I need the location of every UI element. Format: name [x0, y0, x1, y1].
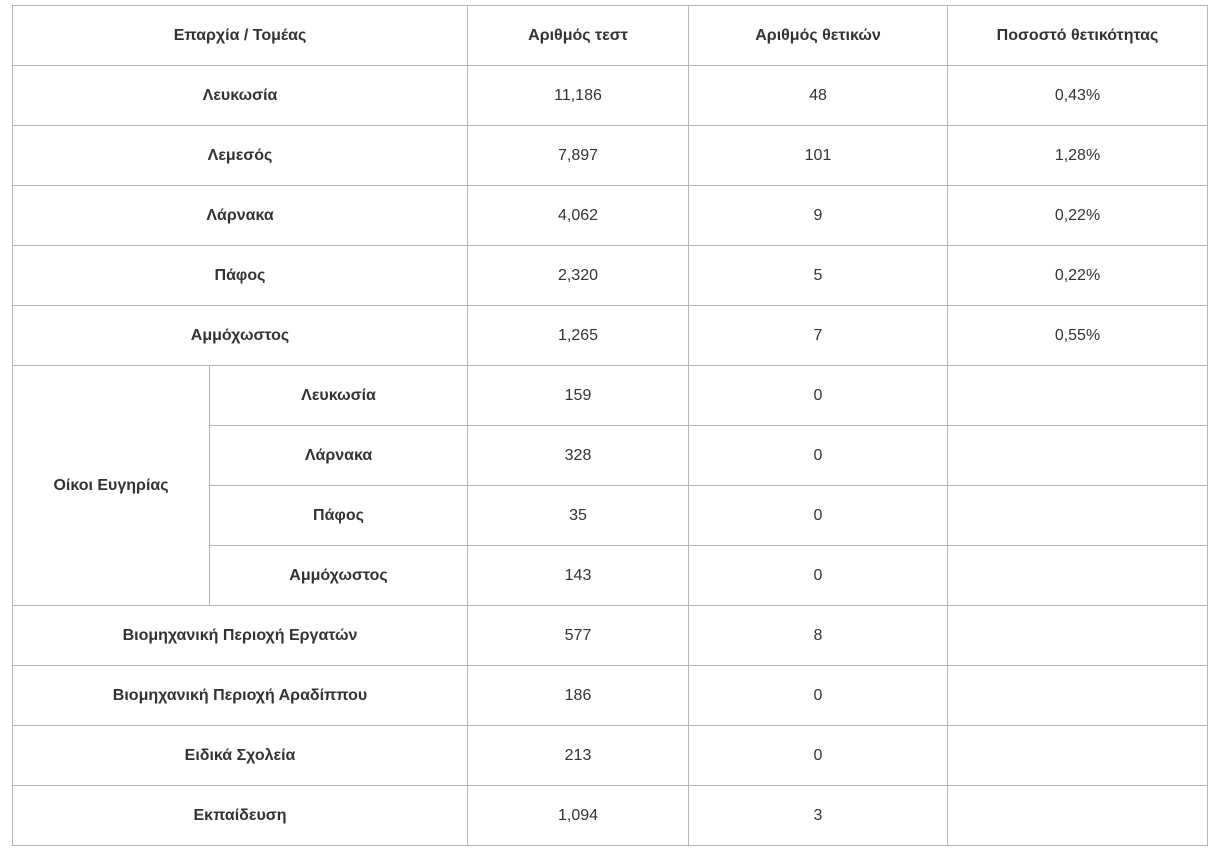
table-row	[13, 606, 1208, 666]
row-name: Πάφος	[13, 246, 468, 306]
table-row	[13, 786, 1208, 846]
row-tests: 35	[468, 486, 689, 546]
row-rate	[948, 726, 1208, 786]
row-tests: 186	[468, 666, 689, 726]
row-positives: 5	[689, 246, 948, 306]
row-tests: 7,897	[468, 126, 689, 186]
row-tests: 213	[468, 726, 689, 786]
row-rate	[948, 606, 1208, 666]
row-rate	[948, 786, 1208, 846]
table-row	[13, 66, 1208, 126]
row-tests: 577	[468, 606, 689, 666]
row-tests: 143	[468, 546, 689, 606]
table-row	[13, 306, 1208, 366]
row-rate: 0,43%	[948, 66, 1208, 126]
row-positives: 0	[689, 726, 948, 786]
row-name: Βιομηχανική Περιοχή Εργατών	[13, 606, 468, 666]
row-tests: 11,186	[468, 66, 689, 126]
row-tests: 1,265	[468, 306, 689, 366]
row-name: Λευκωσία	[13, 66, 468, 126]
row-positives: 9	[689, 186, 948, 246]
row-rate	[948, 426, 1208, 486]
row-positives: 0	[689, 426, 948, 486]
row-tests: 1,094	[468, 786, 689, 846]
row-name: Εκπαίδευση	[13, 786, 468, 846]
row-positives: 101	[689, 126, 948, 186]
row-rate: 1,28%	[948, 126, 1208, 186]
table-row	[13, 666, 1208, 726]
row-positives: 48	[689, 66, 948, 126]
table-row	[13, 366, 1208, 426]
table-row	[13, 726, 1208, 786]
header-positives: Αριθμός θετικών	[689, 6, 948, 66]
test-results-table	[12, 5, 1208, 846]
row-positives: 0	[689, 546, 948, 606]
row-positives: 8	[689, 606, 948, 666]
row-positives: 7	[689, 306, 948, 366]
row-name: Βιομηχανική Περιοχή Αραδίππου	[13, 666, 468, 726]
header-row	[13, 6, 1208, 66]
row-tests: 328	[468, 426, 689, 486]
row-name: Αμμόχωστος	[13, 306, 468, 366]
row-name: Λευκωσία	[210, 366, 468, 426]
row-rate	[948, 366, 1208, 426]
row-tests: 4,062	[468, 186, 689, 246]
row-name: Πάφος	[210, 486, 468, 546]
table-row	[13, 126, 1208, 186]
row-rate	[948, 666, 1208, 726]
row-name: Λάρνακα	[13, 186, 468, 246]
row-rate	[948, 486, 1208, 546]
table-row	[13, 186, 1208, 246]
row-name: Ειδικά Σχολεία	[13, 726, 468, 786]
header-tests: Αριθμός τεστ	[468, 6, 689, 66]
row-positives: 0	[689, 666, 948, 726]
row-rate: 0,22%	[948, 246, 1208, 306]
row-rate: 0,22%	[948, 186, 1208, 246]
row-rate	[948, 546, 1208, 606]
row-name: Αμμόχωστος	[210, 546, 468, 606]
row-positives: 0	[689, 486, 948, 546]
row-positives: 3	[689, 786, 948, 846]
table-row	[13, 246, 1208, 306]
header-region: Επαρχία / Τομέας	[13, 6, 468, 66]
row-name: Λεμεσός	[13, 126, 468, 186]
row-tests: 159	[468, 366, 689, 426]
header-rate: Ποσοστό θετικότητας	[948, 6, 1208, 66]
row-positives: 0	[689, 366, 948, 426]
row-name: Λάρνακα	[210, 426, 468, 486]
row-rate: 0,55%	[948, 306, 1208, 366]
care-homes-label: Οίκοι Ευγηρίας	[13, 366, 210, 606]
row-tests: 2,320	[468, 246, 689, 306]
